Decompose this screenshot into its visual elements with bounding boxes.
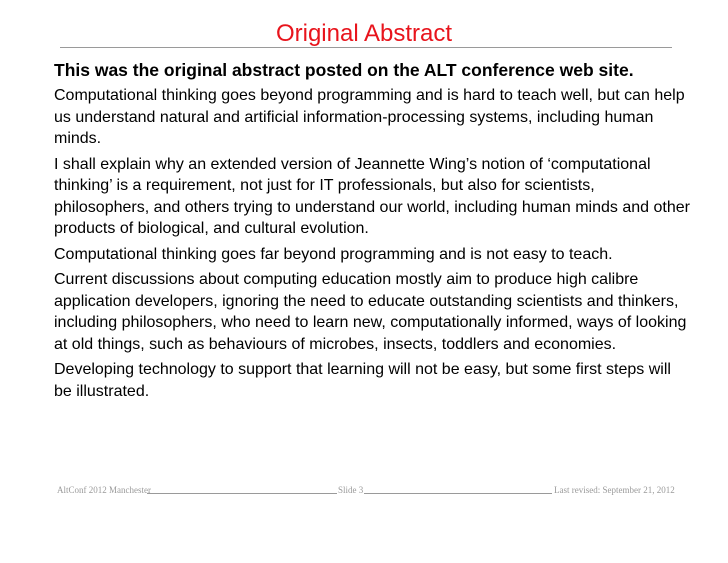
abstract-paragraph: I shall explain why an extended version of Jeannette Wing’s notion of ‘computational thinking’ is a requirement, not just for IT professionals, but also for scientists, philosophers, and others trying to understand our world, including human minds and other products of biological, and cultural evolution. <box>54 155 690 237</box>
footer-conference: AltConf 2012 Manchester <box>57 485 151 495</box>
abstract-paragraph: Current discussions about computing education mostly aim to produce high calibre application developers, ignoring the need to educate outstanding scientists and thinkers, including philosophers, who need to learn new, computationally informed, ways of looking at old things, such as behaviours of microbes, insects, toddlers and economies. <box>54 271 687 353</box>
footer-divider <box>364 493 552 494</box>
footer-revision-date: Last revised: September 21, 2012 <box>554 485 675 495</box>
slide-title: Original Abstract <box>275 20 453 47</box>
slide-subtitle: This was the original abstract posted on the ALT conference web site. <box>54 60 634 80</box>
abstract-paragraph: Computational thinking goes far beyond programming and is not easy to teach. <box>54 245 613 263</box>
abstract-paragraph: Developing technology to support that learning will not be easy, but some first steps will be illustrated. <box>54 361 671 400</box>
abstract-body <box>54 85 690 406</box>
slide-footer <box>57 484 674 500</box>
footer-divider <box>147 493 337 494</box>
abstract-paragraph: Computational thinking goes beyond programming and is hard to teach well, but can help us understand natural and artificial information-processing systems, including human minds. <box>54 87 685 147</box>
title-divider <box>60 47 672 48</box>
footer-slide-number: Slide 3 <box>338 485 364 495</box>
